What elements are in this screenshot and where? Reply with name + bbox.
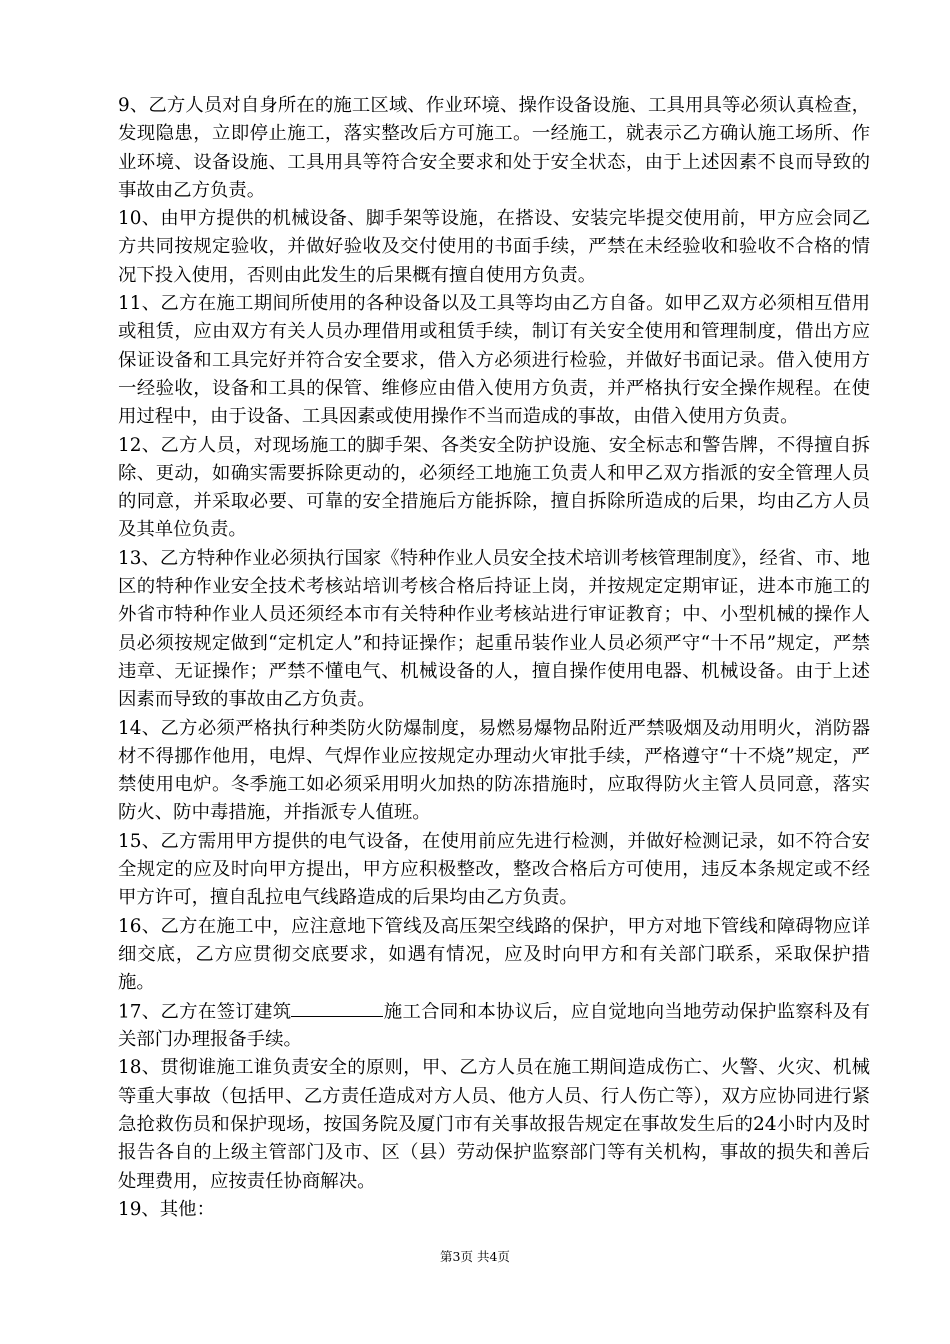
- clause-17-end: 施工合同和本协议后，应自觉地向当地劳动保护监察科及有关部门办理报备手续。: [118, 1000, 870, 1051]
- clause-17: [118, 998, 870, 1055]
- clause-15: 15、乙方需用甲方提供的电气设备，在使用前应先进行检测，并做好检测记录，如不符合安全规定的应及时向甲方提出，甲方应积极整改，整改合格后方可使用，违反本条规定或不经甲方许可，擅自乱拉电气线路造成的后果均由乙方负责。: [118, 830, 870, 909]
- clause-18: 18、贯彻谁施工谁负责安全的原则，甲、乙方人员在施工期间造成伤亡、火警、火灾、机械等重大事故（包括甲、乙方责任造成对方人员、他方人员、行人伤亡等），双方应协同进行紧急抢救伤员和保护现场，按国务院及厦门市有关事故报告规定在事故发生后的24小时内及时报告各自的上级主管部门及市、区（县）劳动保护监察部门等有关机构，事故的损失和善后处理费用，应按责任协商解决。: [118, 1057, 870, 1192]
- clause-12: 12、乙方人员，对现场施工的脚手架、各类安全防护设施、安全标志和警告牌，不得擅自拆除、更动，如确实需要拆除更动的，必须经工地施工负责人和甲乙双方指派的安全管理人员的同意，并采取必要、可靠的安全措施后方能拆除，擅自拆除所造成的后果，均由乙方人员及其单位负责。: [118, 434, 870, 541]
- clause-10: 10、由甲方提供的机械设备、脚手架等设施，在搭设、安装完毕提交使用前，甲方应会同乙方共同按规定验收，并做好验收及交付使用的书面手续，严禁在未经验收和验收不合格的情况下投入使用，否则由此发生的后果概有擅自使用方负责。: [118, 208, 870, 286]
- fill-in-blank: [291, 998, 383, 1017]
- clause-19: 19、其他：: [118, 1198, 215, 1220]
- clause-9: 9、乙方人员对自身所在的施工区域、作业环境、操作设备设施、工具用具等必须认真检查，发现隐患，立即停止施工，落实整改后方可施工。一经施工，就表示乙方确认施工场所、作业环境、设备设施、工具用具等符合安全要求和处于安全状态，由于上述因素不良而导致的事故由乙方负责。: [118, 95, 870, 201]
- clause-11: 11、乙方在施工期间所使用的各种设备以及工具等均由乙方自备。如甲乙双方必须相互借用或租赁，应由双方有关人员办理借用或租赁手续，制订有关安全使用和管理制度，借出方应保证设备和工具完好并符合安全要求，借入方必须进行检验，并做好书面记录。借入使用方一经验收，设备和工具的保管、维修应由借入使用方负责，并严格执行安全操作规程。在使用过程中，由于设备、工具因素或使用操作不当而造成的事故，由借入使用方负责。: [118, 293, 870, 428]
- document-body: [118, 92, 870, 1224]
- clause-16: 16、乙方在施工中，应注意地下管线及高压架空线路的保护，甲方对地下管线和障碍物应详细交底，乙方应贯彻交底要求，如遇有情况，应及时向甲方和有关部门联系，采取保护措施。: [118, 915, 870, 994]
- clause-17-start: 17、乙方在签订建筑: [118, 1000, 292, 1022]
- page-footer: 第3页 共4页: [440, 1249, 510, 1264]
- clause-13: 13、乙方特种作业必须执行国家《特种作业人员安全技术培训考核管理制度》，经省、市、地区的特种作业安全技术考核站培训考核合格后持证上岗，并按规定定期审证，进本市施工的外省市特种作业人员还须经本市有关特种作业考核站进行审证教育；中、小型机械的操作人员必须按规定做到“定机定人”和持证操作；起重吊装作业人员必须严守“十不吊”规定，严禁违章、无证操作；严禁不懂电气、机械设备的人，擅自操作使用电器、机械设备。由于上述因素而导致的事故由乙方负责。: [118, 547, 870, 711]
- clause-14: 14、乙方必须严格执行种类防火防爆制度，易燃易爆物品附近严禁吸烟及动用明火，消防器材不得挪作他用，电焊、气焊作业应按规定办理动火审批手续，严格遵守“十不烧”规定，严禁使用电炉。冬季施工如必须采用明火加热的防冻措施时，应取得防火主管人员同意，落实防火、防中毒措施，并指派专人值班。: [118, 717, 870, 824]
